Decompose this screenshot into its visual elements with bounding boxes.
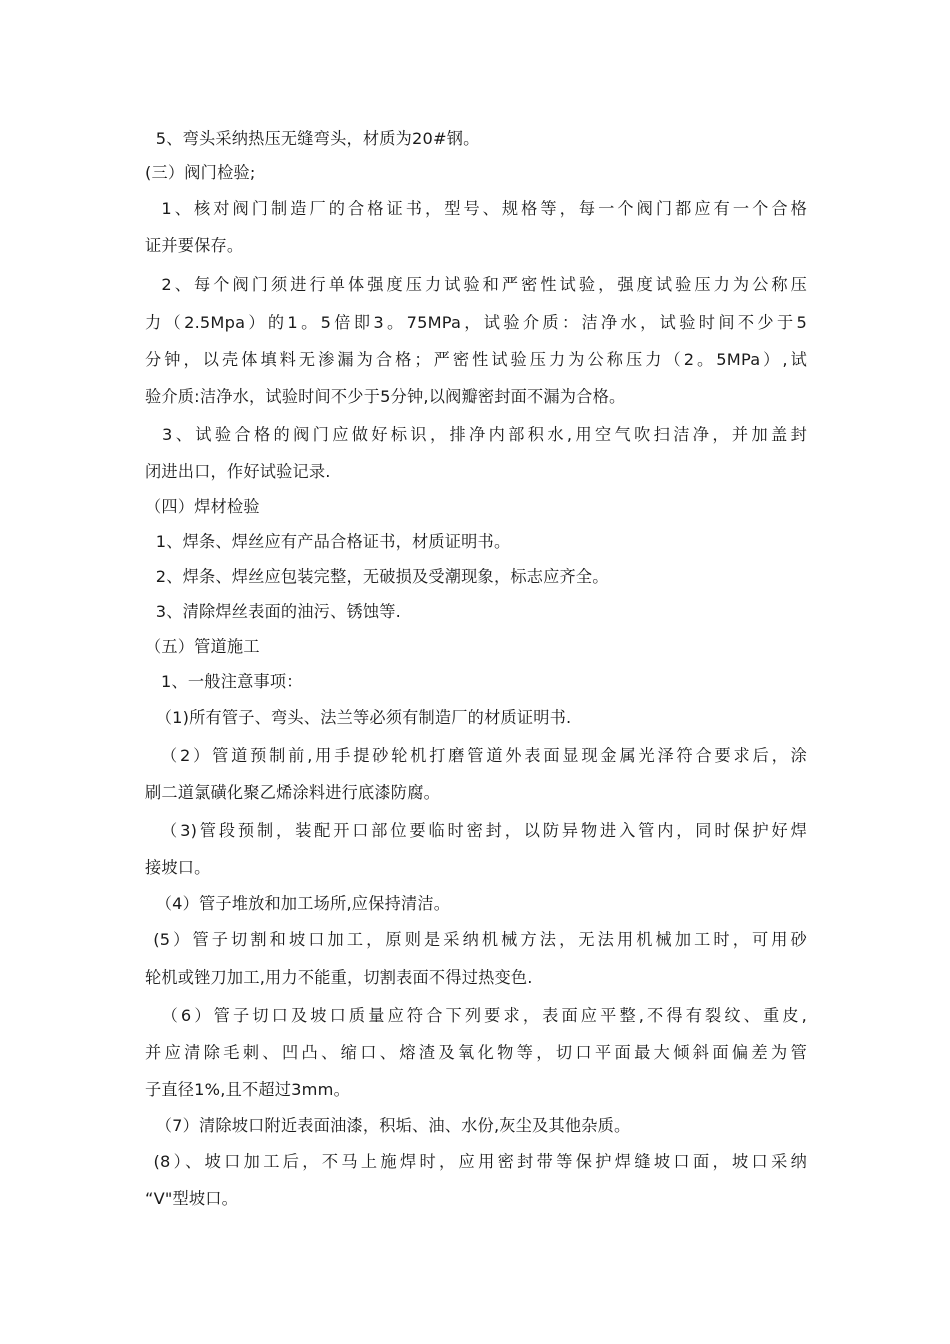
document-line: （五）管道施工 xyxy=(145,637,260,656)
document-line: （1)所有管子、弯头、法兰等必须有制造厂的材质证明书. xyxy=(145,708,572,727)
document-line: (8）、坡口加工后，不马上施焊时，应用密封带等保护焊缝坡口面，坡口采纳 xyxy=(145,1152,807,1171)
document-line: 并应清除毛刺、凹凸、缩口、熔渣及氧化物等，切口平面最大倾斜面偏差为管 xyxy=(145,1043,807,1062)
document-line: 1、核对阀门制造厂的合格证书，型号、规格等，每一个阀门都应有一个合格 xyxy=(145,199,807,218)
document-line: 刷二道氯磺化聚乙烯涂料进行底漆防腐。 xyxy=(145,783,440,802)
document-line: 3、试验合格的阀门应做好标识，排净内部积水,用空气吹扫洁净，并加盖封 xyxy=(145,425,807,444)
document-line: （4）管子堆放和加工场所,应保持清洁。 xyxy=(145,894,451,913)
document-line: 证并要保存。 xyxy=(145,236,244,255)
document-line: 3、清除焊丝表面的油污、锈蚀等. xyxy=(145,602,401,621)
document-line: (三）阀门检验; xyxy=(145,163,256,182)
document-line: 轮机或锉刀加工,用力不能重，切割表面不得过热变色. xyxy=(145,968,533,987)
document-line: 分钟，以壳体填料无渗漏为合格；严密性试验压力为公称压力（2。5MPa）,试 xyxy=(145,350,807,369)
document-line: 子直径1%,且不超过3mm。 xyxy=(145,1080,350,1099)
document-line: （2）管道预制前,用手提砂轮机打磨管道外表面显现金属光泽符合要求后，涂 xyxy=(145,746,807,765)
document-line: （3)管段预制，装配开口部位要临时密封，以防异物进入管内，同时保护好焊 xyxy=(145,821,807,840)
document-line: （7）清除坡口附近表面油漆，积垢、油、水份,灰尘及其他杂质。 xyxy=(145,1116,631,1135)
document-line: 1、一般注意事项： xyxy=(145,672,303,691)
document-line: (5）管子切割和坡口加工，原则是采纳机械方法，无法用机械加工时，可用砂 xyxy=(145,930,807,949)
document-line: （四）焊材检验 xyxy=(145,497,260,516)
document-line: 2、每个阀门须进行单体强度压力试验和严密性试验，强度试验压力为公称压 xyxy=(145,275,807,294)
document-line: 力（2.5Mpa）的1。5倍即3。75MPa，试验介质：洁净水，试验时间不少于5 xyxy=(145,313,807,332)
document-line: 2、焊条、焊丝应包装完整，无破损及受潮现象，标志应齐全。 xyxy=(145,567,609,586)
document-line: 接坡口。 xyxy=(145,858,211,877)
document-line: “V"型坡口。 xyxy=(145,1189,239,1208)
document-line: 5、弯头采纳热压无缝弯头，材质为20#钢。 xyxy=(145,129,480,148)
document-line: （6）管子切口及坡口质量应符合下列要求，表面应平整,不得有裂纹、重皮, xyxy=(145,1006,807,1025)
document-line: 1、焊条、焊丝应有产品合格证书，材质证明书。 xyxy=(145,532,511,551)
document-line: 验介质:洁净水，试验时间不少于5分钟,以阀瓣密封面不漏为合格。 xyxy=(145,387,626,406)
document-line: 闭进出口，作好试验记录. xyxy=(145,462,331,481)
